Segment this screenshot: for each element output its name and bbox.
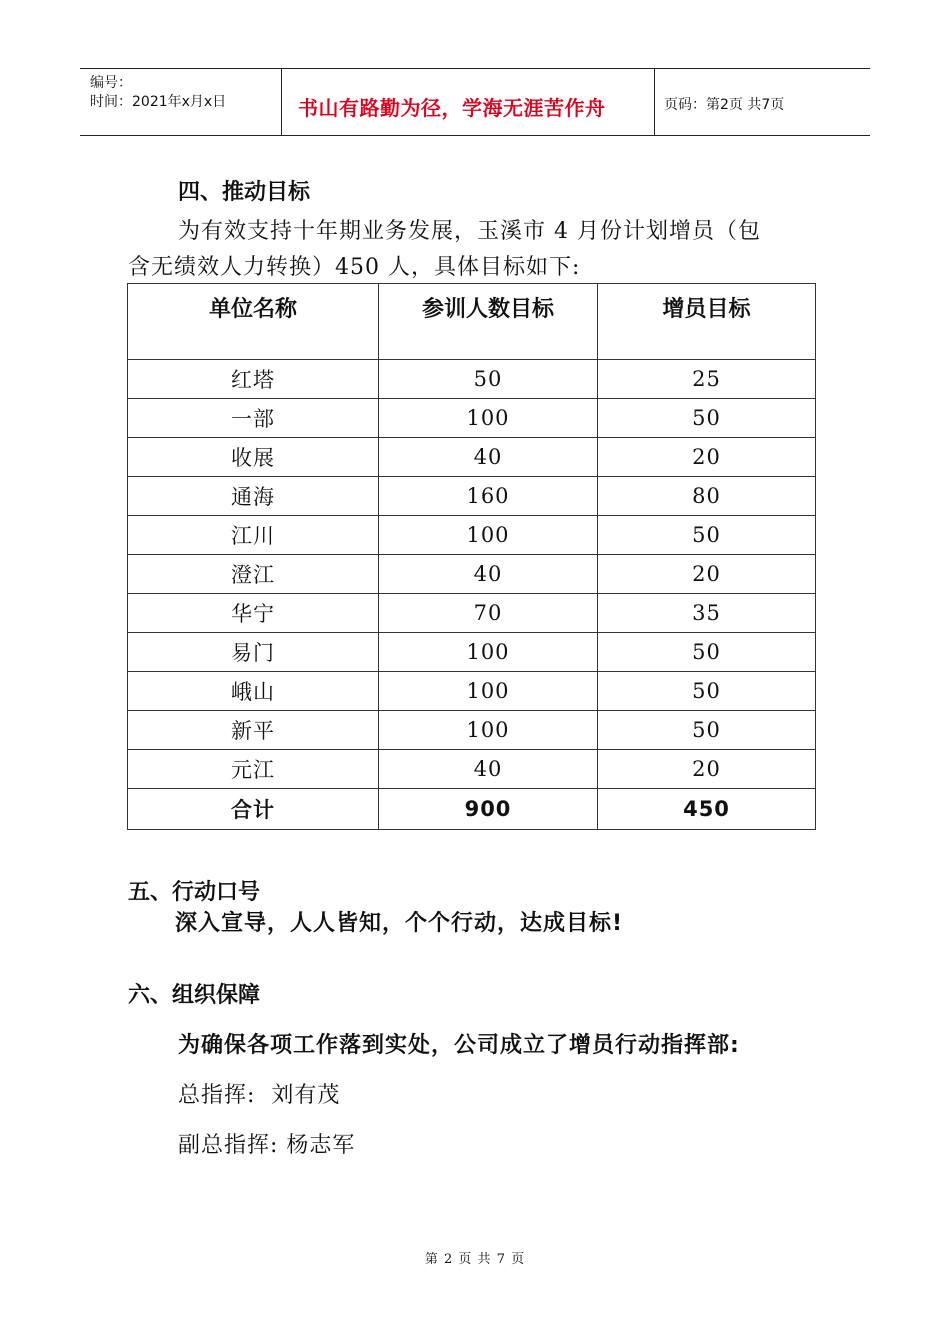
cell-recruit: 35: [598, 594, 816, 633]
table-row: [128, 516, 816, 555]
table-header-row: [128, 284, 816, 360]
section5-slogan: 深入宣导，人人皆知，个个行动，达成目标!: [175, 911, 624, 936]
header-top-rule: [80, 68, 870, 69]
cell-training: 50: [379, 360, 598, 399]
cell-total-recruit: 450: [598, 789, 816, 830]
header-motto: 书山有路勤为径，学海无涯苦作舟: [298, 96, 606, 120]
vice-commander-line: 副总指挥: 杨志军: [178, 1133, 356, 1158]
cell-unit: 红塔: [128, 360, 379, 399]
table-row: [128, 399, 816, 438]
table-row: [128, 438, 816, 477]
cell-training: 100: [379, 399, 598, 438]
header-page-info: 页码：第2页 共7页: [664, 97, 785, 113]
header-bottom-rule: [80, 135, 870, 136]
cell-recruit: 20: [598, 438, 816, 477]
cell-training: 100: [379, 516, 598, 555]
column-header-unit: 单位名称: [128, 284, 379, 360]
cell-recruit: 25: [598, 360, 816, 399]
cell-recruit: 50: [598, 516, 816, 555]
cell-training: 40: [379, 750, 598, 789]
table-row: [128, 750, 816, 789]
cell-training: 160: [379, 477, 598, 516]
targets-table: [127, 283, 816, 830]
cell-unit: 易门: [128, 633, 379, 672]
column-header-recruit-target: 增员目标: [598, 284, 816, 360]
header-divider-left: [281, 68, 282, 136]
section6-title: 六、组织保障: [128, 983, 261, 1008]
commander-line: 总指挥: 刘有茂: [178, 1083, 341, 1108]
cell-training: 40: [379, 555, 598, 594]
cell-unit: 收展: [128, 438, 379, 477]
cell-unit: 江川: [128, 516, 379, 555]
header-number-label: 编号：: [90, 75, 132, 91]
section4-title: 四、推动目标: [178, 180, 311, 205]
section4-paragraph-line1: 为有效支持十年期业务发展，玉溪市 4 月份计划增员（包: [178, 219, 761, 244]
cell-training: 100: [379, 711, 598, 750]
table-total-row: [128, 789, 816, 830]
cell-recruit: 50: [598, 672, 816, 711]
table-row: [128, 672, 816, 711]
section4-paragraph-line2: 含无绩效人力转换）450 人，具体目标如下:: [128, 255, 581, 280]
cell-unit: 澄江: [128, 555, 379, 594]
cell-recruit: 50: [598, 399, 816, 438]
column-header-training-target: 参训人数目标: [379, 284, 598, 360]
cell-unit: 峨山: [128, 672, 379, 711]
table-row: [128, 633, 816, 672]
cell-unit: 元江: [128, 750, 379, 789]
cell-recruit: 50: [598, 711, 816, 750]
cell-total-training: 900: [379, 789, 598, 830]
header-time-label: 时间：2021年x月x日: [90, 94, 227, 110]
cell-unit: 华宁: [128, 594, 379, 633]
header-divider-right: [654, 68, 655, 136]
table-row: [128, 360, 816, 399]
table-row: [128, 594, 816, 633]
cell-unit: 通海: [128, 477, 379, 516]
cell-recruit: 80: [598, 477, 816, 516]
cell-recruit: 50: [598, 633, 816, 672]
cell-total-label: 合计: [128, 789, 379, 830]
cell-recruit: 20: [598, 555, 816, 594]
table-row: [128, 477, 816, 516]
section6-intro: 为确保各项工作落到实处，公司成立了增员行动指挥部:: [178, 1033, 740, 1058]
table-row: [128, 555, 816, 594]
cell-training: 70: [379, 594, 598, 633]
cell-training: 100: [379, 633, 598, 672]
cell-recruit: 20: [598, 750, 816, 789]
section5-title: 五、行动口号: [128, 880, 261, 905]
table-row: [128, 711, 816, 750]
page-footer: 第 2 页 共 7 页: [424, 1252, 526, 1267]
cell-unit: 一部: [128, 399, 379, 438]
cell-training: 100: [379, 672, 598, 711]
cell-unit: 新平: [128, 711, 379, 750]
cell-training: 40: [379, 438, 598, 477]
